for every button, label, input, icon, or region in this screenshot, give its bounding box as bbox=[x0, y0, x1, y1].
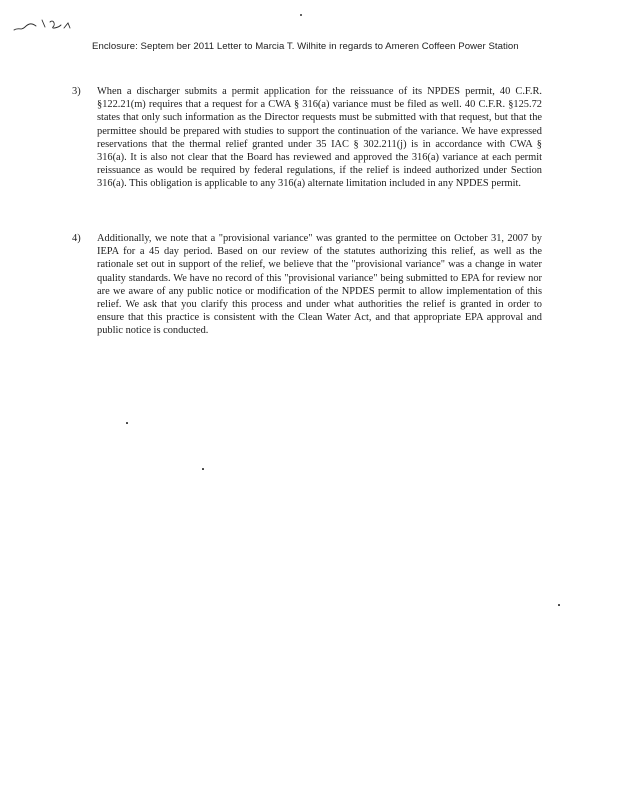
list-item bbox=[72, 85, 542, 220]
item-number: 4) bbox=[72, 233, 81, 244]
scan-speck bbox=[558, 604, 560, 606]
scan-speck bbox=[202, 468, 204, 470]
handwritten-mark-icon bbox=[12, 14, 82, 36]
item-paragraph: Additionally, we note that a "provisional variance" was granted to the permittee on October 31, 2007 by IEPA for a 45 day period. Based on our review of the statutes authorizing this relief, as well as the rationale set out in support of the relief, we believe that the "provisional variance" was a change in water quality standards. We have no record of this "provisional variance" being submitted to EPA for review nor are we aware of any public notice or modification of the NPDES permit to allow implementation of this relief. We ask that you clarify this process and under what authorities the relief is granted in order to ensure that this practice is consistent with the Clean Water Act, and that appropriate EPA approval and public notice is conducted. bbox=[97, 233, 542, 337]
scan-speck bbox=[126, 422, 128, 424]
item-paragraph: When a discharger submits a permit application for the reissuance of its NPDES permit, 40 C.F.R. §122.21(m) requires that a request for a CWA § 316(a) variance must be filed as well. 40 C.F.R. §125.72 states that only such information as the Director requests must be submitted with that request, but that the permittee should be prepared with studies to support the continuation of the variance. We have expressed reservations that the thermal relief granted under 35 IAC § 302.211(j) is in accordance with CWA § 316(a). It is also not clear that the Board has reviewed and approved the 316(a) variance at each permit reissuance as would be required by federal regulations, if the relief is indeed authorized under Section 316(a). This obligation is applicable to any 316(a) alternate limitation included in any NPDES permit. bbox=[97, 86, 542, 190]
list-item bbox=[72, 232, 542, 354]
scan-speck bbox=[300, 14, 302, 16]
enclosure-header: Enclosure: Septem ber 2011 Letter to Marcia T. Wilhite in regards to Ameren Coffeen Power Station bbox=[92, 41, 519, 52]
item-number: 3) bbox=[72, 86, 81, 97]
